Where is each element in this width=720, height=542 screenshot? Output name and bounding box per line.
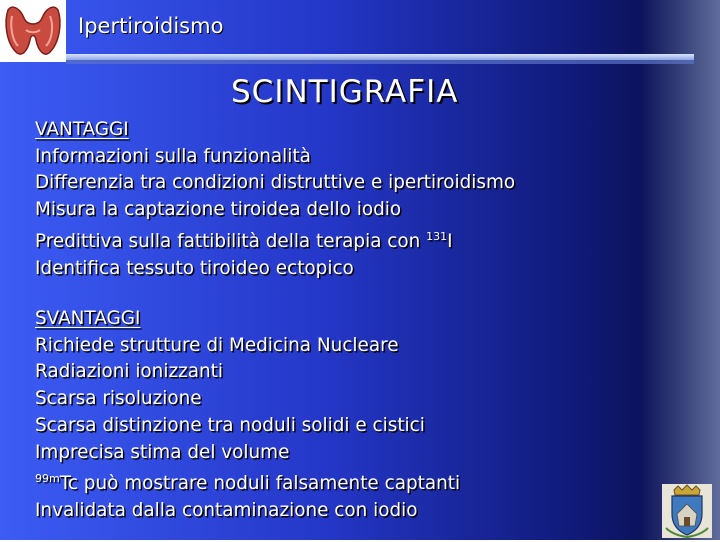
disadvantage-item-text: Tc può mostrare noduli falsamente captanti [59,473,461,495]
coat-of-arms-icon [662,484,712,542]
right-edge-shade [640,0,720,540]
disadvantage-item: Scarsa risoluzione [35,388,202,410]
disadvantages-section [35,306,460,525]
advantage-item: Misura la captazione tiroidea dello iodio [35,199,402,221]
disadvantage-item: Scarsa distinzione tra noduli solidi e cistici [35,414,425,436]
advantage-item: Identifica tessuto tiroideo ectopico [35,257,354,279]
advantages-section [35,117,515,282]
isotope-symbol: I [447,230,453,252]
isotope-mass-number: 131 [426,229,448,243]
slide-title: SCINTIGRAFIA [231,74,459,110]
disadvantage-item: Radiazioni ionizzanti [35,361,224,383]
thyroid-gland-icon [0,0,66,62]
advantages-heading: VANTAGGI [35,119,129,140]
isotope-mass-number: 99m [35,472,60,486]
header-divider-shadow [66,60,694,64]
advantage-item: Differenzia tra condizioni distruttive e ipertiroidismo [35,172,516,194]
disadvantage-item: Richiede strutture di Medicina Nucleare [35,334,399,356]
disadvantage-item: Invalidata dalla contaminazione con iodio [35,499,418,521]
advantage-item [35,224,515,256]
advantage-item: Informazioni sulla funzionalità [35,145,311,167]
advantage-item-text: Predittiva sulla fattibilità della terapia con [35,230,427,252]
disadvantages-heading: SVANTAGGI [35,308,141,329]
disadvantage-item: Imprecisa stima del volume [35,441,290,463]
disadvantage-item [35,466,460,498]
header-title: Ipertiroidismo [78,14,224,38]
